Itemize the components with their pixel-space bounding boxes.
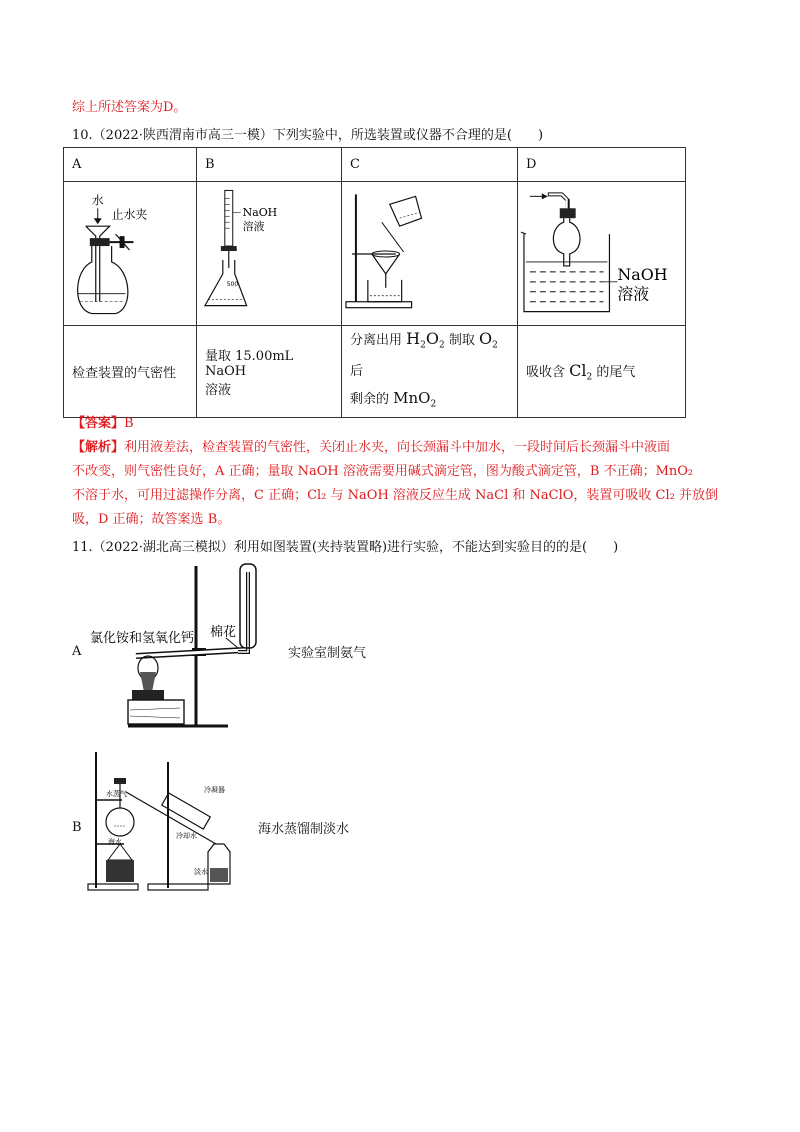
condenser-label: 冷凝器 <box>204 786 225 794</box>
coolwater-label: 冷却水 <box>176 832 197 840</box>
q10-caption-row <box>64 326 686 418</box>
d-cl-sub: 2 <box>586 372 593 383</box>
q10-stem: 10.（2022·陕西渭南市高三一模）下列实验中，所选装置或仪器不合理的是( ) <box>72 128 544 143</box>
burette-apparatus <box>197 182 341 325</box>
gas-absorption-apparatus <box>518 182 685 325</box>
b-naoh-label: NaOH <box>242 206 278 220</box>
q10-header-b: B <box>197 148 342 182</box>
q10-caption-c <box>342 326 518 418</box>
d-text-post: 的尾气 <box>592 364 636 380</box>
c-h-sub: 2 <box>420 340 426 351</box>
d-naoh-label: NaOH <box>617 264 668 284</box>
c-text-pre: 分离出用 <box>350 333 407 348</box>
svg-text:500: 500 <box>226 280 239 288</box>
q10-header-c: C <box>342 148 518 182</box>
q10-caption-b-line2: 溶液 <box>205 383 232 399</box>
b-solution-label: 溶液 <box>242 220 265 234</box>
q11-option-a-caption: 实验室制氨气 <box>288 646 367 661</box>
q10-header-row <box>64 148 686 182</box>
q10-caption-d <box>518 326 686 418</box>
d-cl: Cl <box>569 360 587 380</box>
a-water-label: 水 <box>91 193 104 208</box>
q10-analysis-line-4: 吸，D 正确；故答案选 B。 <box>72 512 231 527</box>
freshwater-label: 淡水 <box>194 868 208 876</box>
q11-distillation-apparatus <box>86 748 246 894</box>
c-mno: MnO <box>393 388 431 407</box>
q11-option-a-letter: A <box>72 644 82 659</box>
cotton-label: 棉花 <box>210 625 237 640</box>
q10-figure-d <box>518 182 686 326</box>
c-text-mid: 制取 <box>444 333 479 348</box>
q10-figure-a <box>64 182 197 326</box>
seawater-label: 海水 <box>108 838 122 846</box>
q10-caption-a: 检查装置的气密性 <box>64 326 197 418</box>
q10-figure-c <box>342 182 518 326</box>
q10-caption-b-line1: 量取 15.00mL NaOH <box>205 349 294 380</box>
airtight-check-apparatus <box>64 182 196 325</box>
analysis-text-1: 利用液差法，检查装置的气密性，关闭止水夹，向长颈漏斗中加水，一段时间后长颈漏斗中液面 <box>124 440 671 455</box>
a-clamp-label: 止水夹 <box>111 207 148 222</box>
q11-ammonia-apparatus <box>88 560 268 730</box>
c-mno-sub: 2 <box>430 399 437 410</box>
q10-figure-b <box>197 182 342 326</box>
q10-analysis-line-1 <box>72 436 670 455</box>
summary-line: 综上所述答案为D。 <box>72 100 187 115</box>
q10-table <box>63 147 686 418</box>
vapor-label: 水蒸气 <box>106 790 127 798</box>
q10-caption-b <box>197 326 342 418</box>
q10-figure-row <box>64 182 686 326</box>
analysis-tag: 【解析】 <box>72 440 125 455</box>
filtration-apparatus <box>342 182 517 325</box>
reagent-label: 氯化铵和氢氧化钙 <box>90 631 195 646</box>
q10-analysis-line-3: 不溶于水，可用过滤操作分离，C 正确；Cl₂ 与 NaOH 溶液反应生成 NaCl 和 NaClO，装置可吸收 Cl₂ 并放倒 <box>72 488 719 503</box>
c-text-post: 后 <box>350 363 364 379</box>
c-o: O <box>425 329 439 348</box>
q11-stem: 11.（2022·湖北高三模拟）利用如图装置(夹持装置略)进行实验，不能达到实验目的的是( ) <box>72 540 619 555</box>
c-o2-sub: 2 <box>492 340 498 351</box>
c-line2-pre: 剩余的 <box>350 391 394 407</box>
q11-option-b-letter: B <box>72 820 82 835</box>
d-text-pre: 吸收含 <box>526 364 570 380</box>
answer-value: B <box>124 416 134 431</box>
q10-analysis-line-2: 不改变，则气密性良好，A 正确；量取 NaOH 溶液需要用碱式滴定管，图为酸式滴定管，B 不正确；MnO₂ <box>72 464 694 479</box>
q10-header-a: A <box>64 148 197 182</box>
d-solution-label: 溶液 <box>617 284 650 304</box>
c-h: H <box>406 329 421 348</box>
q10-header-d: D <box>518 148 686 182</box>
q10-answer <box>72 412 134 431</box>
q11-option-b-caption: 海水蒸馏制淡水 <box>258 822 350 837</box>
c-o-sub: 2 <box>438 340 445 351</box>
c-o2: O <box>478 329 493 348</box>
answer-tag: 【答案】 <box>72 416 125 431</box>
